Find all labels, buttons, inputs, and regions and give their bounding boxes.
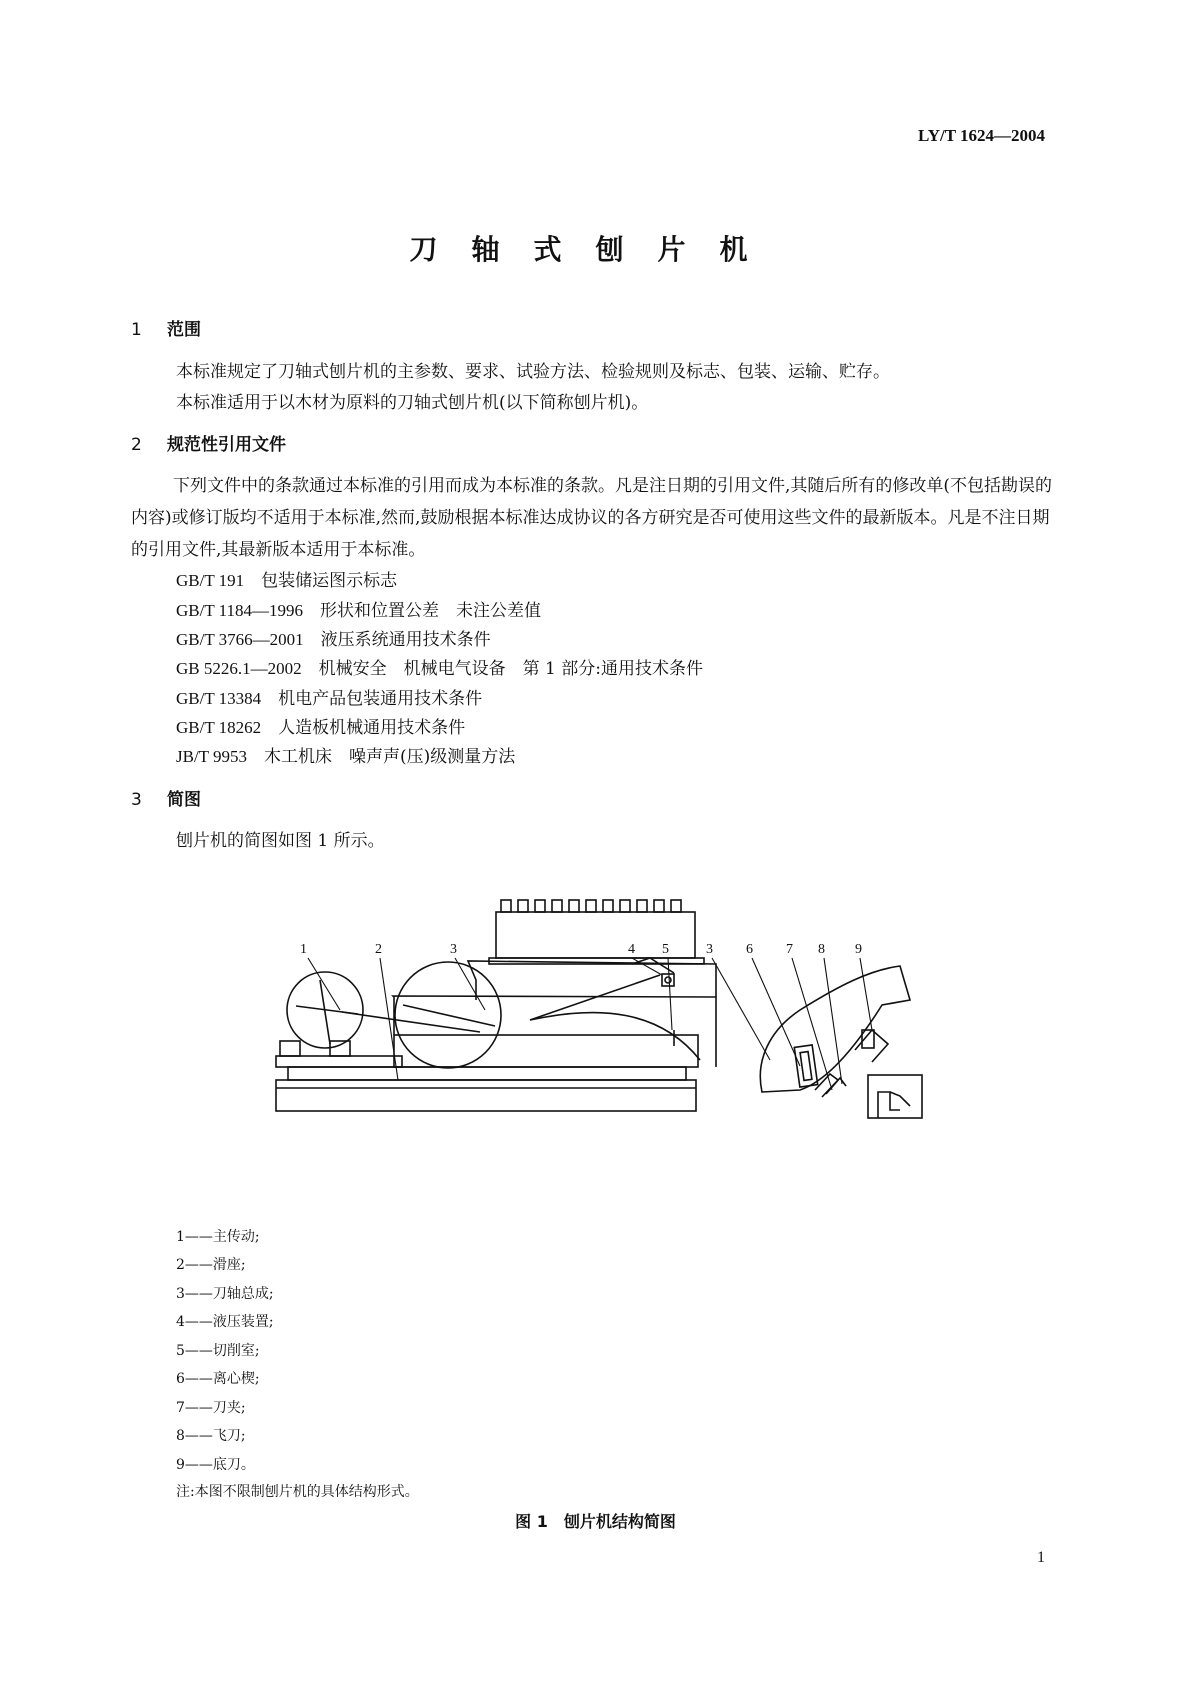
legend-item: 5——切削室; bbox=[176, 1343, 260, 1359]
bed-knife bbox=[878, 1092, 900, 1118]
reference-name: 形状和位置公差 未注公差值 bbox=[320, 601, 542, 621]
centrifugal-wedge-inner bbox=[800, 1052, 812, 1081]
reference-name: 机电产品包装通用技术条件 bbox=[278, 689, 483, 709]
reference-code: GB 5226.1—2002 bbox=[176, 659, 302, 678]
legend-item: 2——滑座; bbox=[176, 1257, 246, 1273]
figure-caption: 图 1 刨片机结构简图 bbox=[515, 1512, 676, 1531]
legend-item: 6——离心楔; bbox=[176, 1371, 260, 1387]
section-number: 3 bbox=[131, 790, 142, 810]
section-title: 简图 bbox=[167, 790, 201, 810]
callout-5: 5 bbox=[662, 942, 669, 957]
housing-top bbox=[468, 961, 716, 1000]
callout-3b: 3 bbox=[706, 942, 713, 957]
section-1-paragraph: 本标准规定了刀轴式刨片机的主参数、要求、试验方法、检验规则及标志、包装、运输、贮存。 bbox=[176, 362, 890, 382]
hydraulic-pivot bbox=[662, 974, 674, 986]
housing-lower bbox=[394, 1035, 698, 1067]
bed-knife-box bbox=[868, 1075, 922, 1118]
knife-holder bbox=[855, 1030, 888, 1062]
figure-note: 注:本图不限制刨片机的具体结构形式。 bbox=[176, 1484, 419, 1500]
section-3-paragraph: 刨片机的简图如图 1 所示。 bbox=[176, 831, 385, 851]
callout-8: 8 bbox=[818, 942, 825, 957]
slide-rail bbox=[288, 1067, 686, 1080]
legend-item: 9——底刀。 bbox=[176, 1457, 255, 1473]
reference-name: 机械安全 机械电气设备 第 1 部分:通用技术条件 bbox=[318, 659, 703, 679]
document-title: 刀轴式刨片机 bbox=[409, 233, 782, 266]
reference-code: JB/T 9953 bbox=[176, 747, 248, 766]
section-title: 规范性引用文件 bbox=[167, 435, 286, 455]
bed-knife-edge bbox=[890, 1092, 910, 1106]
reference-code: GB/T 3766—2001 bbox=[176, 630, 304, 649]
reference-name: 液压系统通用技术条件 bbox=[320, 630, 491, 650]
base-frame bbox=[276, 1080, 696, 1111]
section-number: 2 bbox=[131, 435, 142, 455]
callout-7: 7 bbox=[786, 942, 793, 957]
reference-code: GB/T 13384 bbox=[176, 689, 262, 708]
legend-item: 8——飞刀; bbox=[176, 1428, 246, 1444]
reference-code: GB/T 1184—1996 bbox=[176, 601, 304, 620]
motor-foot bbox=[330, 1041, 350, 1056]
detail-shaft-sector bbox=[760, 966, 910, 1092]
callout-1: 1 bbox=[300, 942, 307, 957]
reference-code: GB/T 191 bbox=[176, 571, 245, 590]
callout-3: 3 bbox=[450, 942, 457, 957]
feed-teeth bbox=[501, 900, 681, 912]
legend-item: 4——液压装置; bbox=[176, 1314, 274, 1330]
section-number: 1 bbox=[131, 320, 142, 340]
section-2-paragraph: 下列文件中的条款通过本标准的引用而成为本标准的条款。凡是注日期的引用文件,其随后所有的修改单(不包括勘误的内容)或修订版均不适用于本标准,然而,鼓励根据本标准达成协议的各方研究是否可使用这些文件的最新版本。凡是不注日期的引用文件,其最新版本适用于本标准。 bbox=[131, 476, 1053, 560]
callout-4: 4 bbox=[628, 942, 635, 957]
motor-platform bbox=[276, 1056, 402, 1067]
page-number: 1 bbox=[1037, 1549, 1045, 1566]
callout-2: 2 bbox=[375, 942, 382, 957]
section-1-paragraph: 本标准适用于以木材为原料的刀轴式刨片机(以下简称刨片机)。 bbox=[176, 393, 649, 413]
hydraulic-pivot-pin bbox=[665, 977, 671, 983]
reference-code: GB/T 18262 bbox=[176, 718, 262, 737]
legend-item: 1——主传动; bbox=[176, 1229, 260, 1245]
section-title: 范围 bbox=[167, 320, 201, 340]
belt bbox=[342, 1012, 480, 1032]
legend-item: 3——刀轴总成; bbox=[176, 1286, 274, 1302]
reference-name: 包装储运图示标志 bbox=[261, 571, 398, 591]
leader-lines bbox=[308, 958, 872, 1090]
centerline bbox=[320, 980, 330, 1044]
reference-name: 木工机床 噪声声(压)级测量方法 bbox=[264, 747, 516, 767]
legend-item: 7——刀夹; bbox=[176, 1400, 246, 1416]
callout-9: 9 bbox=[855, 942, 862, 957]
callout-6: 6 bbox=[746, 942, 753, 957]
reference-name: 人造板机械通用技术条件 bbox=[278, 718, 466, 738]
motor-foot bbox=[280, 1041, 300, 1056]
standard-number: LY/T 1624—2004 bbox=[917, 126, 1045, 145]
